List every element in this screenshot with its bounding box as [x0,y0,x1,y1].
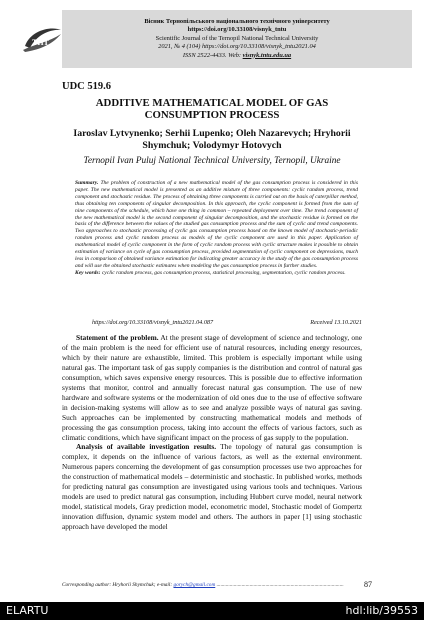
doi-row [92,319,362,326]
article-body [62,333,362,532]
handle-id: hdl:lib/39553 [345,604,418,617]
section-problem [62,333,362,442]
journal-header [62,10,412,68]
received-date: Received 13.10.2021 [310,319,362,326]
header-journal-ua: Вісник Тернопільського національного технічного університету [144,17,330,25]
section-analysis-text: The topology of natural gas consumption is complex, it depends on the influence of various factors, as well as the external environment. Numerous papers concerning the development of gas consumption processes use two approaches for the construction of mathematical models – deterministic and stochastic. In published works, methods for predicting natural gas consumption are investigated using various tools and techniques. Various models are used to predict natural gas consumption, including Hubbert curve model, neural network model, statistical models, Gray prediction model, econometric model, Stochastic model of Gompertz innovation diffusion, dynamic system model and others. The authors in paper [1] using stochastic approach have developed the model [62,442,362,532]
header-issn [183,52,291,60]
keywords-label: Key words: [75,270,101,276]
keywords-text: cyclic random process, gas consumption process, statistical processing, segmentation, cyclic random process. [101,270,346,276]
abstract-label: Summary. [75,180,99,186]
logo-text: THT [32,38,49,47]
article-authors: Iaroslav Lytvynenko; Serhii Lupenko; Oleh Nazarevych; Hryhorii Shymchuk; Volodymyr Hotovych [73,128,351,151]
abstract [75,180,358,270]
section-analysis-heading: Analysis of available investigation results. [76,442,217,452]
article-doi[interactable]: https://doi.org/10.33108/visnyk_tntu2021.04.087 [92,319,214,326]
repository-bar [0,602,424,620]
header-journal-en: Scientific Journal of the Ternopil National Technical University [155,34,319,42]
affiliation: Ternopil Ivan Puluj National Technical University, Ternopil, Ukraine [83,156,341,166]
footer-email[interactable]: gorych@gmail.com [173,582,216,588]
header-issue: 2021, № 4 (104) https://doi.org/10.33108/visnyk_tntu2021.04 [158,43,316,51]
footer-dots: ................................................................................................ [216,582,344,588]
section-problem-heading: Statement of the problem. [76,333,159,342]
article-title: ADDITIVE MATHEMATICAL MODEL OF GAS CONSUMPTION PROCESS [95,97,329,121]
header-web-link[interactable]: visnyk.tntu.edu.ua [242,51,292,59]
udc-code: UDC 519.6 [62,81,111,92]
section-analysis [62,442,362,532]
section-problem-text: At the present stage of development of science and technology, one of the main problem is the need for efficient use of natural resources, including energy resources, which by their nature are exhaustible, limited. This problem is especially important while using natural gas. The important task of gas supply companies is the distribution and control of natural gas consumption, which saves expensive energy resources. This is possible due to effective information systems that monitor, control and annually forecast natural gas consumption. The use of new hardware and software systems or the modernization of old ones due to the use of effective software in decision-making systems will allow as to see and analyze possible ways of natural gas saving. Such approaches can be implemented by constructing mathematical models and methods of processing the gas consumption process, taking into account the effects of various factors, such as climatic conditions, which have significant impact on the process of gas supply to the population. [62,333,362,442]
header-issn-text: ISSN 2522-4433. Web: [182,51,242,59]
page-number: 87 [364,580,372,589]
abstract-text: The problem of construction of a new mathematical model of the gas consumption process is considered in this paper. The new mathematical model is presented as an additive mixture of three components: cyclic random process, trend component and stochastic residue. The process of obtaining three components is carried out on the basis of caterpillar method, thus obtaining ten components of singular decomposition. In this approach, the cyclic component is formed from the sum of nine components of the schedule, which have one thing in common – repeated deployment over time. The trend component of the new mathematical model is the second component of singular decomposition, and the stochastic residue is formed on the basis of the difference between the values of the studied gas consumption process and the sum of cyclic and trend components. Two approaches to stochastic processing of cyclic gas consumption process based on the known model of stochastic-periodic random process and cyclic random process as models of the cyclic component are used in this paper. Application of mathematical model of cyclic component in the form of cyclic random process with cyclic structure makes it possible to obtain estimation of variance on cycle of gas consumption process, provided segmentation of cyclic component on depressions, much less in comparison of obtained variance estimation for indicating greater accuracy in the study of the gas consumption process and will use the obtained stochastic estimates when modeling the gas consumption process in further studies. [75,180,359,269]
keywords [75,270,358,277]
repository-name: ELARTU [6,604,49,617]
footer-prefix: Corresponding author: Hryhorii Shymchuk; e-mail: [62,582,173,588]
corresponding-author [62,582,362,588]
header-doi[interactable]: https://doi.org/10.33108/visnyk_tntu [187,26,287,34]
tntu-logo-icon [21,24,63,54]
